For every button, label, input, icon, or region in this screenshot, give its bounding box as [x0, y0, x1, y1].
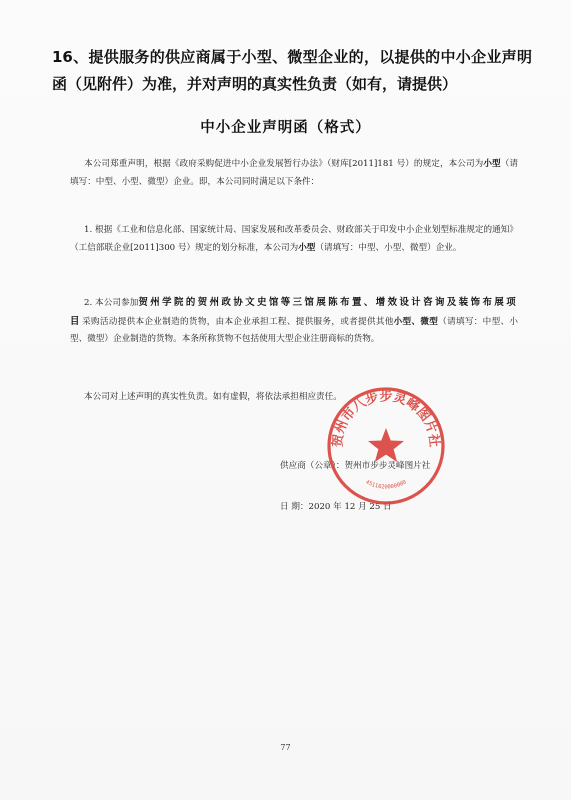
svg-text:贺州市八步步灵峰图片社: 贺州市八步步灵峰图片社: [330, 389, 442, 448]
condition-1-enterprise-type: 小型: [298, 242, 316, 253]
condition-1-paragraph: [70, 222, 518, 257]
svg-text:4511020000000: 4511020000000: [364, 479, 408, 491]
condition-2-enterprise-types: 小型、微型: [393, 316, 439, 327]
page-number: 77: [280, 743, 291, 752]
document-title: 中小企业声明函（格式）: [200, 120, 371, 136]
declaration-paragraph: [70, 156, 518, 191]
condition-2-text-end: （请填写：中型、小型、微型）企业制造的货物。本条所称货物不包括使用大型企业注册商标的货物。: [70, 316, 518, 344]
condition-2-text-mid: 采购活动提供本企业制造的货物，由本企业承担工程、提供服务，或者提供其他: [82, 316, 394, 327]
enterprise-type: 小型: [483, 159, 501, 169]
declaration-text-end: （请填写：中型、小型、微型）企业。即，本公司同时满足以下条件：: [70, 159, 518, 187]
supplier-label: 供应商（公章）：: [280, 461, 345, 471]
company-seal-icon: [324, 384, 448, 508]
condition-1-text-start: 1. 根据《工业和信息化部、国家统计局、国家发展和改革委员会、财政部关于印发中小企业划型标准规定的通知》（工信部联企业[2011]300 号）规定的划分标准，本公司为: [70, 225, 518, 253]
date-value: 2020 年 12 月 25 日: [308, 502, 392, 512]
condition-2-text-start: 2. 本公司参加: [84, 298, 139, 308]
condition-2-paragraph: [70, 294, 518, 349]
condition-1-text-end: （请填写：中型、小型、微型）企业。: [315, 242, 462, 253]
responsibility-paragraph: [70, 389, 518, 407]
date-label: 日 期：: [280, 502, 309, 512]
project-name: 贺州学院的贺州政协文史馆等三馆展陈布置、增效设计咨询及装饰布展项目: [70, 297, 518, 327]
responsibility-text: 本公司对上述声明的真实性负责。如有虚假，将依法承担相应责任。: [84, 392, 342, 402]
declaration-text-start: 本公司郑重声明，根据《政府采购促进中小企业发展暂行办法》（财库[2011]181 号）的规定，本公司为: [84, 159, 484, 169]
supplier-name: 贺州市步步灵峰图片社: [344, 461, 431, 471]
section-heading: 16、提供服务的供应商属于小型、微型企业的，以提供的中小企业声明函（见附件）为准，并对声明的真实性负责（如有，请提供）: [52, 48, 532, 93]
